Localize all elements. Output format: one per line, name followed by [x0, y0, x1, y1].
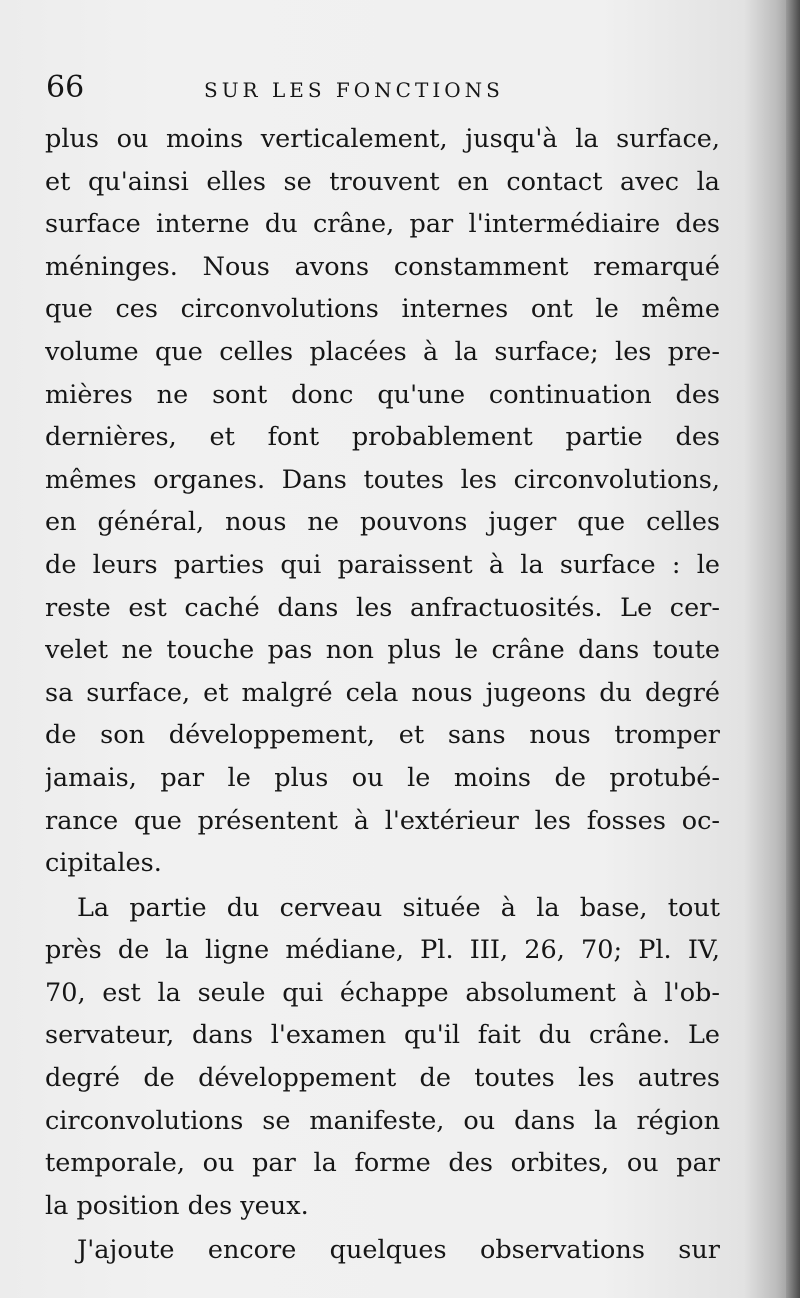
text-line: près de la ligne médiane, Pl. III, 26, 70; Pl. IV, — [45, 935, 720, 966]
text-line: servateur, dans l'examen qu'il fait du crâne. Le — [45, 1020, 720, 1051]
text-line: velet ne touche pas non plus le crâne dans toute — [45, 635, 720, 666]
page-edge-shadow — [786, 0, 800, 1298]
text-line: cipitales. — [45, 848, 162, 879]
text-line: reste est caché dans les anfractuosités. Le cer- — [45, 592, 720, 623]
text-line: que ces circonvolutions internes ont le même — [45, 294, 720, 325]
text-line: mières ne sont donc qu'une continuation des — [45, 379, 720, 410]
text-line: rance que présentent à l'extérieur les fosses oc- — [45, 805, 720, 836]
text-line: de son développement, et sans nous tromper — [45, 720, 720, 751]
text-line: jamais, par le plus ou le moins de protubé- — [45, 762, 720, 793]
text-line: dernières, et font probablement partie des — [45, 422, 720, 453]
body-text — [45, 118, 720, 1272]
text-line: surface interne du crâne, par l'intermédiaire des — [45, 209, 720, 240]
text-line: sa surface, et malgré cela nous jugeons du degré — [45, 677, 720, 708]
text-line: la position des yeux. — [45, 1190, 309, 1221]
text-line: et qu'ainsi elles se trouvent en contact avec la — [45, 166, 720, 197]
paragraph-1 — [45, 118, 720, 885]
text-line: J'ajoute encore quelques observations sur — [77, 1235, 720, 1266]
text-line: mêmes organes. Dans toutes les circonvolutions, — [45, 464, 720, 495]
text-line: circonvolutions se manifeste, ou dans la région — [45, 1105, 720, 1136]
text-line: volume que celles placées à la surface; les pre- — [45, 336, 720, 367]
running-head: SUR LES FONCTIONS — [204, 78, 504, 102]
text-line: La partie du cerveau située à la base, tout — [77, 892, 720, 923]
text-line: de leurs parties qui paraissent à la surface : le — [45, 549, 720, 580]
text-line: degré de développement de toutes les autres — [45, 1063, 720, 1094]
page-number: 66 — [46, 70, 85, 105]
text-line: 70, est la seule qui échappe absolument à l'ob- — [45, 977, 720, 1008]
paragraph-3 — [45, 1229, 720, 1272]
text-line: temporale, ou par la forme des orbites, ou par — [45, 1148, 720, 1179]
text-line: en général, nous ne pouvons juger que celles — [45, 507, 720, 538]
text-line: méninges. Nous avons constamment remarqué — [45, 251, 720, 282]
text-line: plus ou moins verticalement, jusqu'à la surface, — [45, 124, 720, 154]
page-header — [44, 70, 720, 110]
paragraph-2 — [45, 887, 720, 1228]
